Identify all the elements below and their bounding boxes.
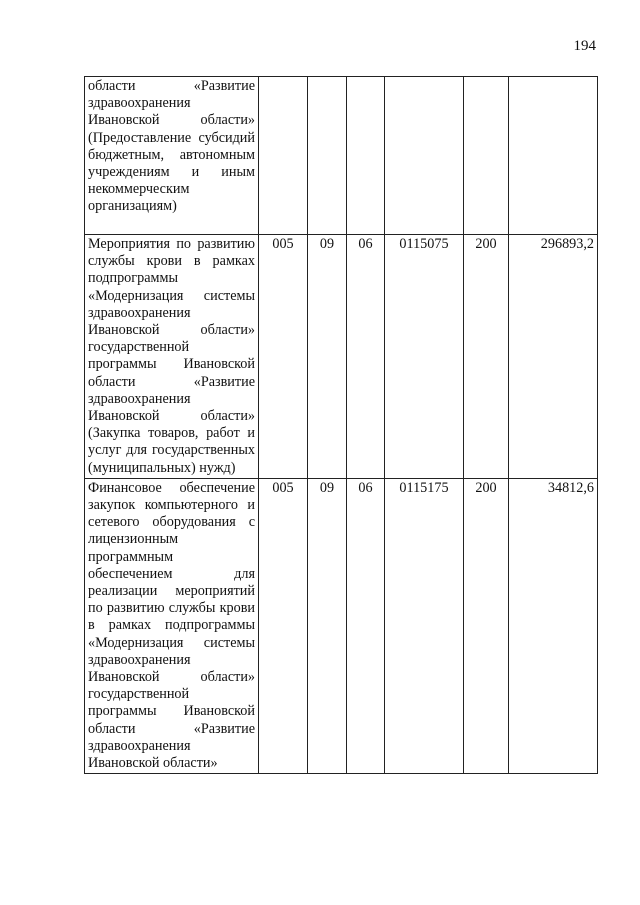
row-subsection-code [347, 77, 385, 235]
row-section-code: 09 [308, 235, 347, 479]
row-expense-type [464, 77, 509, 235]
table-row [85, 478, 598, 773]
row-amount: 34812,6 [509, 478, 598, 773]
row-ministry-code [259, 77, 308, 235]
row-expense-type: 200 [464, 235, 509, 479]
page-number: 194 [573, 38, 596, 54]
row-target-article: 0115175 [385, 478, 464, 773]
row-amount: 296893,2 [509, 235, 598, 479]
row-ministry-code: 005 [259, 235, 308, 479]
row-subsection-code: 06 [347, 478, 385, 773]
row-target-article [385, 77, 464, 235]
row-description: Финансовое обеспечение закупок компьютерного и сетевого оборудования с лицензионным программным обеспечением для реализации мероприятий по развитию службы крови в рамках подпрограммы «Модернизация системы здравоохранения Ивановской области» государственной программы Ивановской области «Развитие здравоохранения Ивановской области» [85, 478, 259, 773]
row-section-code [308, 77, 347, 235]
row-description: Мероприятия по развитию службы крови в рамках подпрограммы «Модернизация системы здравоохранения Ивановской области» государственной программы Ивановской области «Развитие здравоохранения Ивановской области» (Закупка товаров, работ и услуг для государственных (муниципальных) нужд) [85, 235, 259, 479]
row-ministry-code: 005 [259, 478, 308, 773]
row-subsection-code: 06 [347, 235, 385, 479]
table-row [85, 235, 598, 479]
row-amount [509, 77, 598, 235]
row-description: области «Развитие здравоохранения Ивановской области» (Предоставление субсидий бюджетным, автономным учреждениям и иным некоммерческим организациям) [85, 77, 259, 235]
table-row [85, 77, 598, 235]
budget-table [84, 76, 598, 774]
row-target-article: 0115075 [385, 235, 464, 479]
row-expense-type: 200 [464, 478, 509, 773]
row-section-code: 09 [308, 478, 347, 773]
